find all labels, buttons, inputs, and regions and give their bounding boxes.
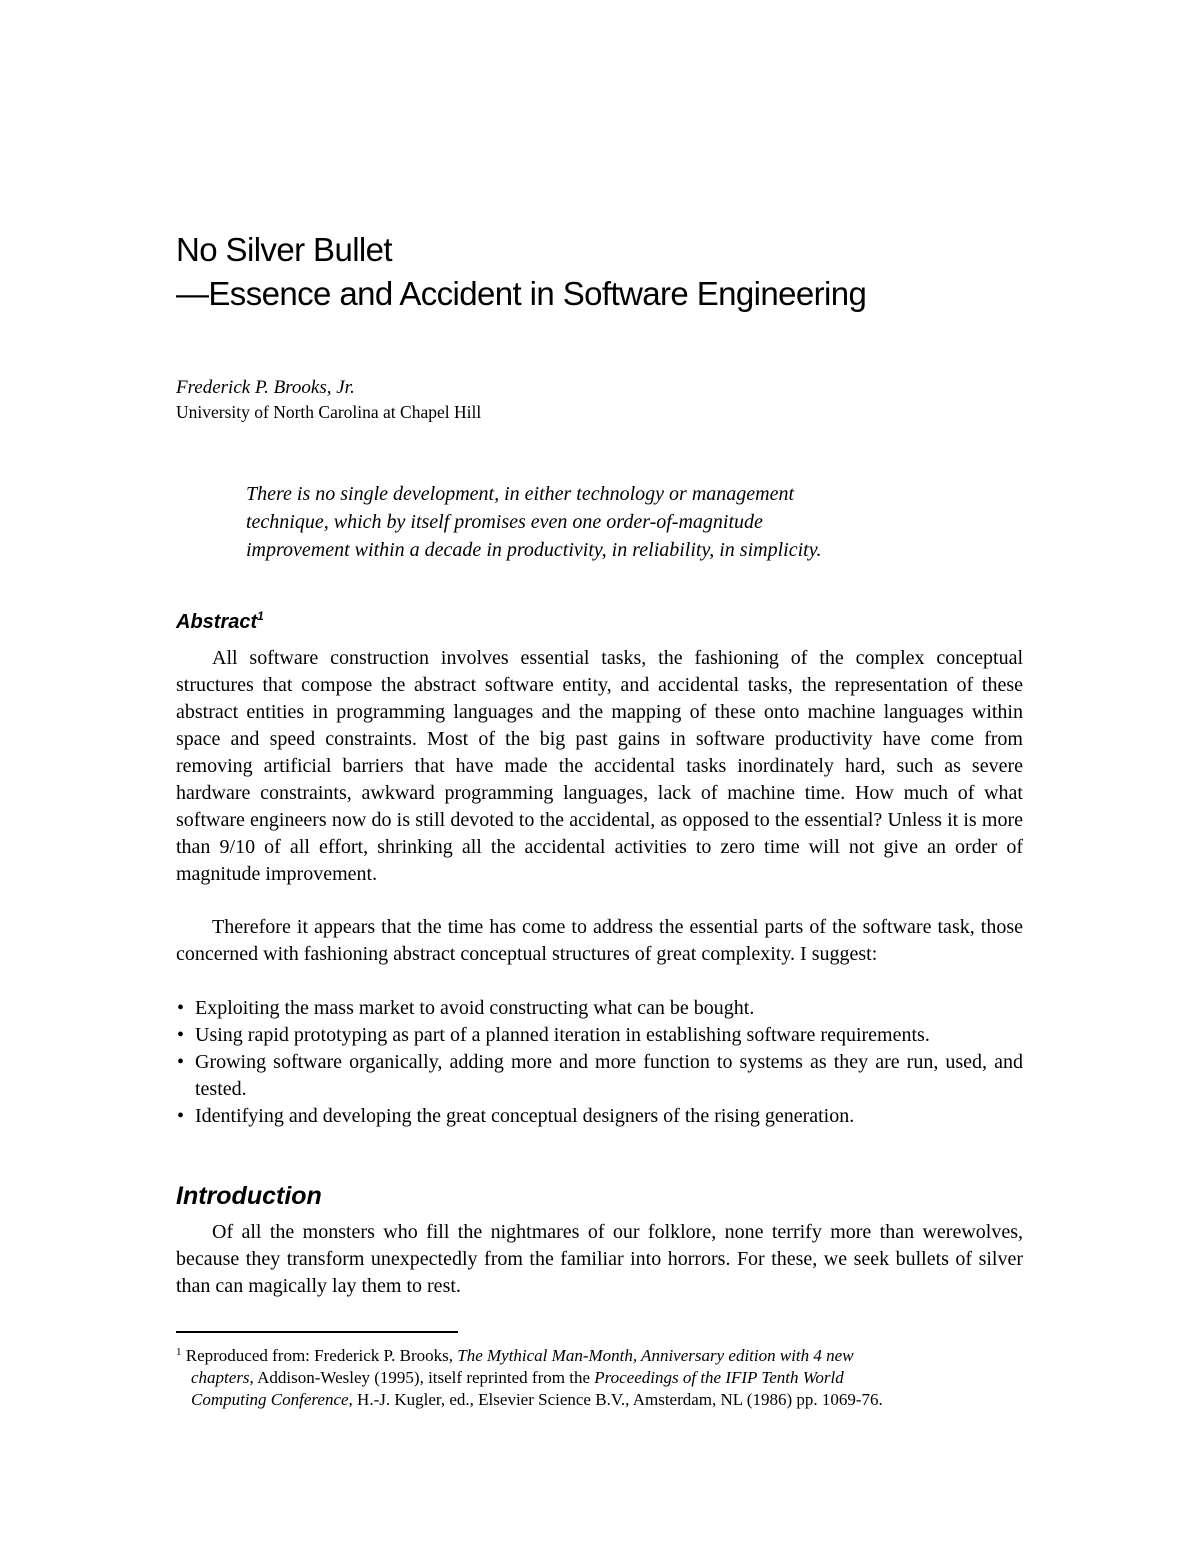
footnote-proceedings-cont: Computing Conference — [191, 1390, 349, 1409]
paper-title — [176, 228, 1076, 316]
footnote-publisher: , Addison-Wesley (1995), itself reprinted from the — [249, 1368, 595, 1387]
introduction-paragraph-1: Of all the monsters who fill the nightmares of our folklore, none terrify more than werewolves, because they transform unexpectedly from the familiar into horrors. For these, we seek bullets of silver than can magically lay them to rest. — [176, 1221, 1023, 1297]
title-line-1: No Silver Bullet — [176, 231, 392, 268]
epigraph-line: technique, which by itself promises even one order-of-magnitude — [246, 511, 763, 533]
footnote-reference[interactable]: 1 — [257, 609, 264, 623]
bullet-icon: • — [177, 1024, 185, 1046]
list-item-text: Growing software organically, adding more and more function to systems as they are run, used, and tested. — [195, 1051, 1023, 1100]
bullet-icon: • — [177, 997, 185, 1019]
footnote — [176, 1345, 1036, 1411]
abstract-paragraph-1: All software construction involves essential tasks, the fashioning of the complex conceptual structures that compose the abstract software entity, and accidental tasks, the representation of these abstract entities in programming languages and the mapping of these onto machine languages within space and speed constraints. Most of the big past gains in software productivity have come from removing artificial barriers that have made the accidental tasks inordinately hard, such as severe hardware constraints, awkward programming languages, lack of machine time. How much of what software engineers now do is still devoted to the accidental, as opposed to the essential? Unless it is more than 9/10 of all effort, shrinking all the accidental activities to zero time will not give an order of magnitude improvement. — [176, 647, 1023, 885]
footnote-book-title: The Mythical Man-Month, Anniversary edition with 4 new — [457, 1346, 854, 1365]
epigraph-line: There is no single development, in either technology or management — [246, 483, 795, 505]
list-item-text: Identifying and developing the great conceptual designers of the rising generation. — [195, 1105, 855, 1127]
footnote-divider — [176, 1331, 458, 1333]
title-line-2: —Essence and Accident in Software Engineering — [176, 275, 867, 312]
footnote-mark: 1 — [176, 1346, 182, 1358]
abstract-heading — [176, 608, 264, 636]
footnote-book-title-cont: chapters — [191, 1368, 250, 1387]
abstract-heading-text: Abstract — [176, 611, 258, 633]
list-item — [176, 1049, 1023, 1103]
list-item-text: Using rapid prototyping as part of a planned iteration in establishing software requirements. — [195, 1024, 930, 1046]
footnote-line — [176, 1345, 1036, 1367]
footnote-line — [176, 1389, 1036, 1411]
list-item — [176, 1103, 1023, 1130]
bullet-icon: • — [177, 1105, 185, 1127]
epigraph-line: improvement within a decade in productivity, in reliability, in simplicity. — [246, 539, 822, 561]
list-item-text: Exploiting the mass market to avoid constructing what can be bought. — [195, 997, 755, 1019]
introduction-heading: Introduction — [176, 1182, 322, 1210]
epigraph — [246, 480, 966, 564]
list-item — [176, 995, 1023, 1022]
footnote-proceedings: Proceedings of the IFIP Tenth World — [594, 1368, 844, 1387]
footnote-tail: , H.-J. Kugler, ed., Elsevier Science B.V., Amsterdam, NL (1986) pp. 1069-76. — [348, 1390, 883, 1409]
footnote-line — [176, 1367, 1036, 1389]
suggestion-list — [176, 995, 1023, 1130]
author-affiliation: University of North Carolina at Chapel Hill — [176, 402, 482, 422]
author-name: Frederick P. Brooks, Jr. — [176, 377, 355, 398]
footnote-lead: Reproduced from: Frederick P. Brooks, — [185, 1346, 458, 1365]
bullet-icon: • — [177, 1051, 185, 1073]
list-item — [176, 1022, 1023, 1049]
abstract-paragraph-2: Therefore it appears that the time has come to address the essential parts of the software task, those concerned with fashioning abstract conceptual structures of great complexity. I suggest: — [176, 916, 1023, 965]
